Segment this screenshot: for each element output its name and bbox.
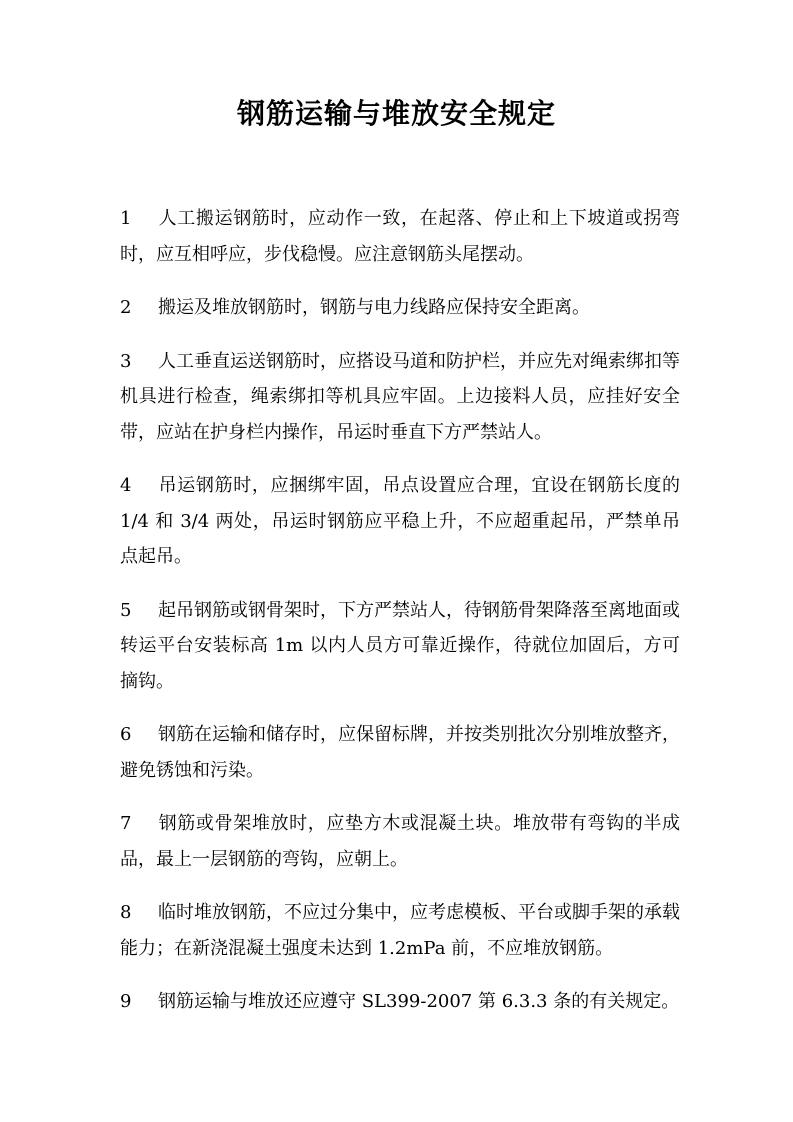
list-item [120,717,680,788]
list-item [120,201,680,272]
document-title: 钢筋运输与堆放安全规定 [236,97,556,130]
list-item [120,806,680,877]
item-text: 临时堆放钢筋，不应过分集中，应考虑模板、平台或脚手架的承载能力；在新浇混凝土强度未达到 1.2mPa 前，不应堆放钢筋。 [120,902,680,959]
list-item [120,344,680,451]
item-number: 6 [120,724,132,745]
item-text: 人工垂直运送钢筋时，应搭设马道和防护栏，并应先对绳索绑扣等机具进行检查，绳索绑扣等机具应牢固。上边接料人员，应挂好安全带，应站在护身栏内操作，吊运时垂直下方严禁站人。 [120,350,680,443]
item-number: 2 [120,297,132,318]
item-text: 人工搬运钢筋时，应动作一致，在起落、停止和上下坡道或拐弯时，应互相呼应，步伐稳慢。应注意钢筋头尾摆动。 [120,208,680,265]
list-item [120,593,680,700]
list-item [120,984,680,1020]
item-number: 5 [120,599,132,621]
item-number: 1 [120,208,132,229]
list-item [120,468,680,575]
item-text: 吊运钢筋时，应捆绑牢固，吊点设置应合理，宜设在钢筋长度的 1/4 和 3/4 两处，吊运时钢筋应平稳上升，不应超重起吊，严禁单吊点起吊。 [120,475,680,567]
item-text: 钢筋运输与堆放还应遵守 SL399-2007 第 6.3.3 条的有关规定。 [158,991,680,1012]
regulation-list [120,201,680,1034]
item-number: 4 [120,475,132,496]
item-number: 3 [120,350,132,372]
item-number: 9 [120,991,132,1012]
item-text: 钢筋在运输和储存时，应保留标牌，并按类别批次分别堆放整齐，避免锈蚀和污染。 [120,724,680,781]
list-item [120,895,680,966]
item-text: 钢筋或骨架堆放时，应垫方木或混凝土块。堆放带有弯钩的半成品，最上一层钢筋的弯钩，应朝上。 [120,813,680,870]
item-text: 起吊钢筋或钢骨架时，下方严禁站人，待钢筋骨架降落至离地面或转运平台安装标高 1m 以内人员方可靠近操作，待就位加固后，方可摘钩。 [120,599,680,692]
item-number: 7 [120,813,132,834]
item-text: 搬运及堆放钢筋时，钢筋与电力线路应保持安全距离。 [158,297,590,318]
item-number: 8 [120,902,132,923]
list-item [120,290,680,326]
